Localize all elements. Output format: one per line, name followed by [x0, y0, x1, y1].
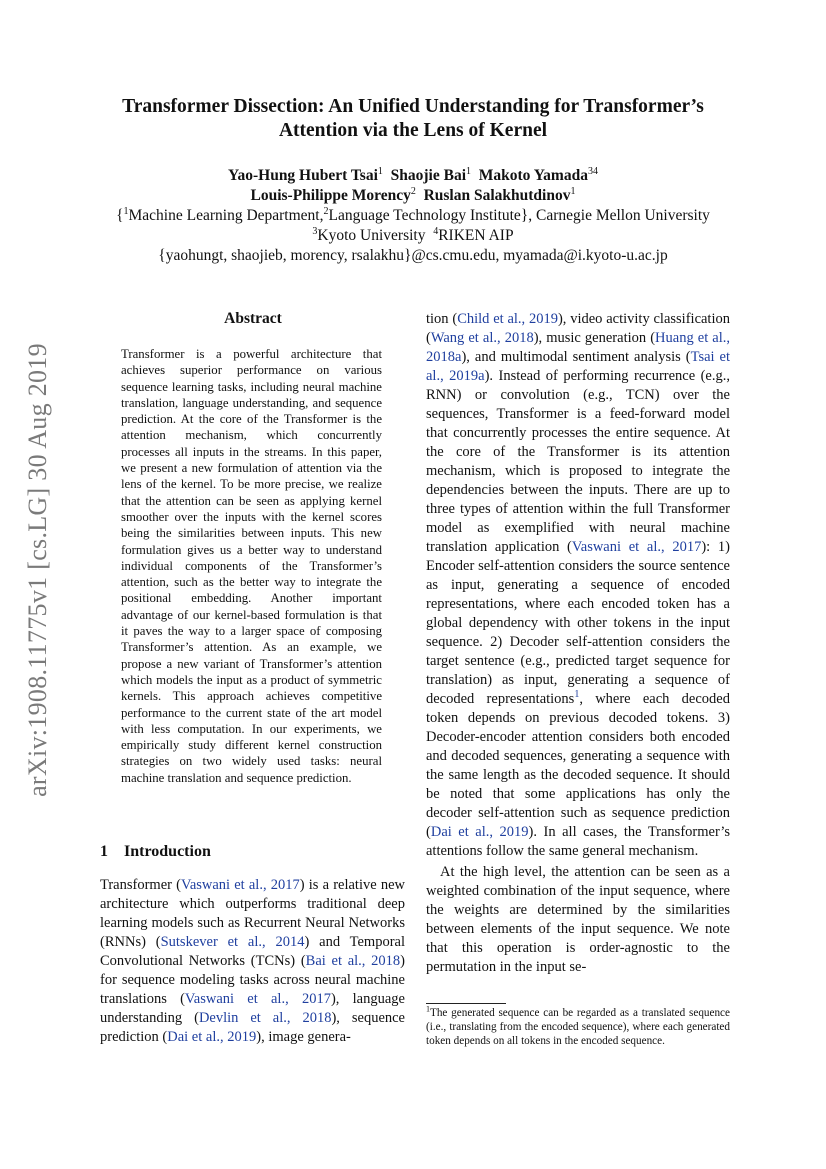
- intro-paragraph-1-continued: tion (Child et al., 2019), video activity classification (Wang et al., 2018), music generation (Huang et al., 2018a), and multimodal sentiment analysis (Tsai et al., 2019a). Instead of performing recurrence (e.g., RNN) or convolution (e.g., TCN) over the sequences, Transformer is a feed-forward model that concurrently processes the entire sequence. At the core of the Transformer is its attention mechanism, which is proposed to integrate the dependencies between the inputs. There are up to three types of attention within the full Transformer model as exemplified with neural machine translation application (Vaswani et al., 2017): 1) Encoder self-attention considers the source sentence as input, generating a sequence of encoded representations, where each encoded token has a global dependency with other tokens in the input sequence. 2) Decoder self-attention considers the target sentence (e.g., predicted target sequence for translation) as input, generating a sequence of decoded representations$^1$, where each decoded token depends on previous decoded tokens. 3) Decoder-encoder attention considers both encoded and decoded sequences, generating a sequence with the same length as the decoded sequence. It should be noted that some applications has only the decoder self-attention such as sequence prediction (Dai et al., 2019). In all cases, the Transformer’s attentions follow the same general mechanism.: [426, 311, 731, 859]
- arxiv-identifier-stamp: [18, 290, 58, 850]
- citation-link[interactable]: Tsai et al., 2019a: [426, 349, 731, 384]
- intro-right-column: [426, 310, 730, 977]
- footnote-number: 1: [426, 1004, 430, 1014]
- author-emails: {yaohungt, shaojieb, morency, rsalakhu}@cs.cmu.edu, myamada@i.kyoto-u.ac.jp: [158, 247, 668, 264]
- abstract-text: Transformer is a powerful architecture that achieves superior performance on various sequence learning tasks, including neural machine translation, language understanding, and sequence prediction. At the core of the Transformer is the attention mechanism, which concurrently processes all inputs in the streams. In this paper, we present a new formulation of attention via the lens of the kernel. To be more precise, we realize that the attention can be seen as applying kernel smoother over the inputs with the kernel scores being the similarities between inputs. This new formulation gives us a better way to understand individual components of the Transformer’s attention, such as the better way to integrate the positional embedding. Another important advantage of our kernel-based formulation is that it paves the way to a larger space of composing Transformer’s attention. As an example, we propose a new variant of Transformer’s attention which models the input as a product of symmetric kernels. This approach achieves competitive performance to the current state of the art model with less computation. In our experiments, we empirically study different kernel construction strategies on two widely used tasks: neural machine translation and sequence prediction.: [121, 347, 382, 785]
- author-name: Louis-Philippe Morency: [250, 187, 411, 204]
- author-name: Shaojie Bai: [390, 167, 466, 184]
- intro-paragraph-1: Transformer (Vaswani et al., 2017) is a relative new architecture which outperforms traditional deep learning models such as Recurrent Neural Networks (RNNs) (Sutskever et al., 2014) and Temporal Convolutional Networks (TCNs) (Bai et al., 2018) for sequence modeling tasks across neural machine translations (Vaswani et al., 2017), language understanding (Devlin et al., 2018), sequence prediction (Dai et al., 2019), image genera-: [100, 877, 405, 1045]
- footnote-text: The generated sequence can be regarded as a translated sequence (i.e., translating from the encoded sequence), where each generated token depends on all tokens in the encoded sequence.: [426, 1007, 730, 1047]
- author-name: Ruslan Salakhutdinov: [423, 187, 571, 204]
- section-title: Introduction: [124, 843, 211, 860]
- citation-link[interactable]: Vaswani et al., 2017: [571, 539, 702, 555]
- section-heading-introduction: [100, 843, 211, 861]
- abstract-body: [121, 346, 382, 786]
- footnote-marker-link[interactable]: 1: [574, 689, 580, 701]
- citation-link[interactable]: Sutskever et al., 2014: [160, 934, 305, 950]
- citation-link[interactable]: Vaswani et al., 2017: [180, 877, 300, 893]
- citation-link[interactable]: Vaswani et al., 2017: [184, 991, 331, 1007]
- affiliation-line-1: {$^1$Machine Learning Department,$^2$Language Technology Institute}, Carnegie Mellon University: [116, 205, 710, 224]
- author-block: [60, 166, 766, 266]
- citation-link[interactable]: Child et al., 2019: [457, 311, 558, 327]
- title-line-2: Attention via the Lens of Kernel: [278, 120, 548, 141]
- footnote-divider: [426, 1003, 506, 1004]
- title-line-1: Transformer Dissection: An Unified Understanding for Transformer’s: [122, 96, 704, 117]
- citation-link[interactable]: Devlin et al., 2018: [198, 1010, 332, 1026]
- abstract-heading: Abstract: [224, 310, 282, 327]
- citation-link[interactable]: Huang et al., 2018a: [426, 330, 731, 365]
- author-line-2: Louis-Philippe Morency$^2$ Ruslan Salakhutdinov$^1$: [250, 185, 576, 204]
- citation-link[interactable]: Bai et al., 2018: [305, 953, 401, 969]
- author-name: Makoto Yamada: [478, 167, 588, 184]
- section-number: 1: [100, 843, 108, 860]
- citation-link[interactable]: Dai et al., 2019: [167, 1029, 257, 1045]
- paper-title: [60, 95, 766, 143]
- author-line-1: Yao-Hung Hubert Tsai$^1$ Shaojie Bai$^1$ Makoto Yamada$^{34}$: [228, 165, 598, 184]
- arxiv-id: arXiv:1908.11775v1 [cs.LG] 30 Aug 2019: [23, 343, 52, 797]
- citation-link[interactable]: Dai et al., 2019: [430, 824, 529, 840]
- intro-paragraph-2: At the high level, the attention can be seen as a weighted combination of the input sequence, where the weights are determined by the similarities between elements of the input sequence. We note that this operation is order-agnostic to the permutation in the input se-: [426, 864, 730, 975]
- affiliation-line-2: $^3$Kyoto University $^4$RIKEN AIP: [312, 225, 514, 244]
- author-name: Yao-Hung Hubert Tsai: [228, 167, 378, 184]
- citation-link[interactable]: Wang et al., 2018: [430, 330, 534, 346]
- intro-left-column: [100, 876, 405, 1047]
- footnote-1: [426, 1006, 730, 1048]
